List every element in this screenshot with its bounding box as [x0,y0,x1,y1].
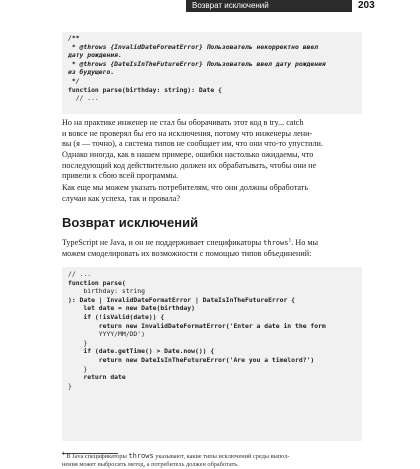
paragraph-try-catch [62,118,362,182]
code-line: let date = new Date(birthday) [68,304,195,313]
code-line: } [68,364,88,373]
code-line: /** [68,34,80,42]
paragraph-line: последующий код действительно должен их обрабатывать, чтобы они не [62,160,317,170]
paragraph-question [62,183,362,204]
running-header-title: Возврат исключений [186,0,352,12]
code-line: return new DateIsInTheFutureError('Are you a timelord?') [68,355,315,364]
paragraph-line: можем смоделировать их возможности с помощью типов объединений: [62,248,312,258]
footnote-line [62,452,362,461]
paragraph-line [62,238,362,249]
paragraph-line: Однако иногда, как в нашем примере, ошибки настолько ожидаемы, что [62,150,314,160]
code-line: * @throws {DateIsInTheFutureError} Пользователь ввел дату рождения [68,59,326,68]
code-line: } [68,338,88,347]
footnote-line: нения может выбросить метод, а потребитель должен обработать. [62,461,239,468]
page-number: 203 [358,0,375,11]
running-header [0,0,420,14]
paragraph-line: случаи как успеха, так и провала? [62,193,181,203]
code-line: return date [68,373,126,382]
footnote-reference[interactable]: 1 [288,237,292,244]
paragraph-line: и вовсе не проверял бы его на исключения, потому что инженеры лени- [62,128,313,138]
code-line: ): Date | InvalidDateFormatError | DateIsInTheFutureError { [68,295,296,304]
code-line: дату рождения. [68,51,122,60]
code-line: if (!isValid(date)) { [68,312,165,321]
paragraph-line: привели к сбою всей программы. [62,171,179,181]
paragraph-union-types [62,238,362,259]
footnote-text: В Java спецификаторы [66,453,129,460]
section-heading: Возврат исключений [62,215,199,230]
inline-code: throws [128,452,154,460]
code-line: */ [68,76,80,85]
paragraph-line: вы (я — точно), а система типов не сообщает им, что они что-то упустили. [62,139,323,149]
code-line: // ... [68,94,99,103]
paragraph-text: TypeScript не Java, и он не поддерживает спецификаторы [62,238,264,247]
code-line: } [68,381,72,390]
inline-code: throws [263,239,289,247]
code-line: из будущего. [68,68,115,77]
code-line: * @throws {InvalidDateFormatError} Пользователь некорректно ввел [68,42,319,51]
code-line: function parse(birthday: string): Date { [68,85,222,94]
footnote [62,452,362,469]
code-line: birthday: string [68,287,145,296]
code-line: // ... [68,270,92,278]
code-line: YYYY/MM/DD') [68,330,145,339]
paragraph-text: . Но мы [291,238,319,247]
paragraph-line: Как еще мы можем указать потребителям, что они должны обработать [62,183,309,192]
code-block-parse-function [62,267,362,441]
code-line: if (date.getTime() > Date.now()) { [68,347,215,356]
code-line: function parse( [68,278,126,287]
paragraph-line: Но на практике инженер не стал бы оборачивать этот код в try... catch [62,118,304,127]
footnote-mark: 1 [62,450,65,457]
code-block-jsdoc [62,32,362,114]
footnote-text: указывают, какие типы исключений среды выпол- [153,453,290,460]
code-line: return new InvalidDateFormatError('Enter a date in the form [68,321,326,330]
